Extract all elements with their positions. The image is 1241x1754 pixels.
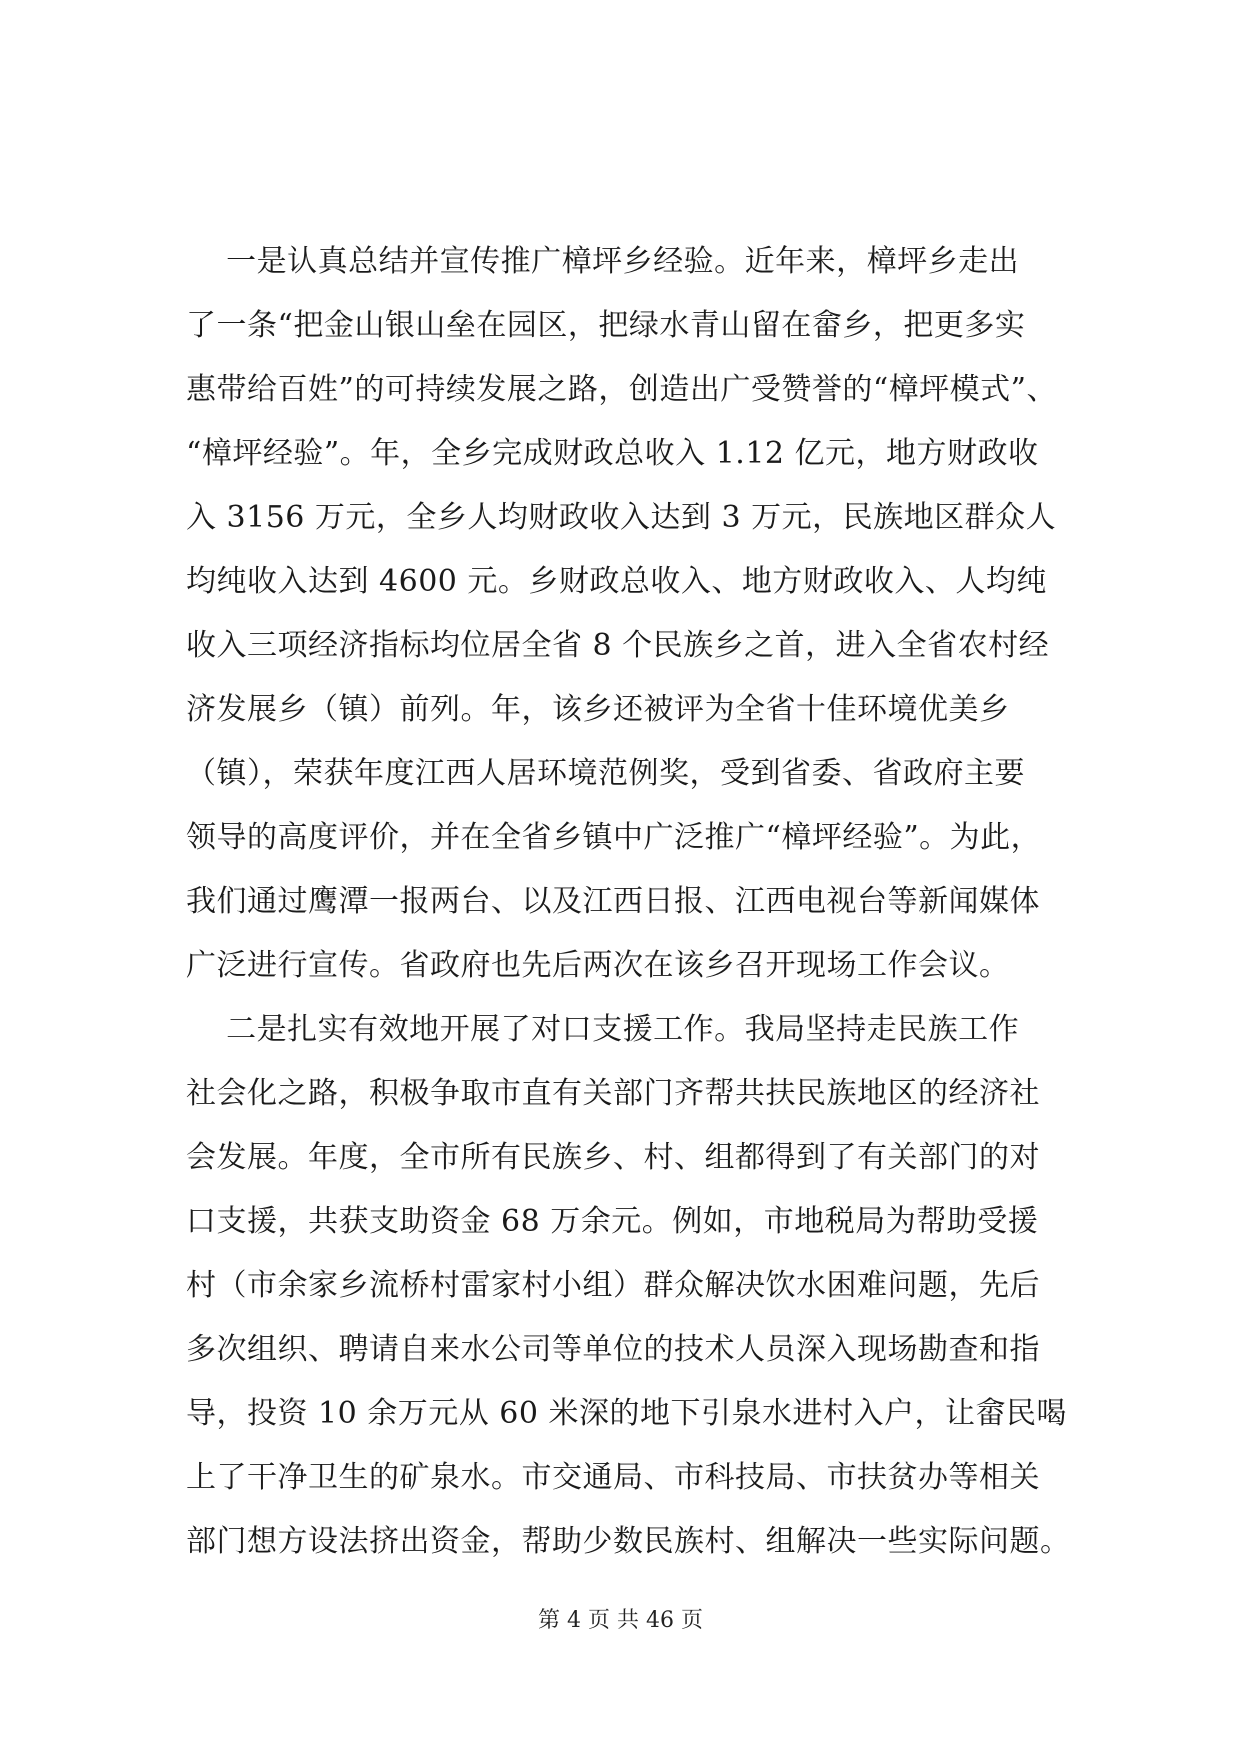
text-line: 入 3156 万元，全乡人均财政收入达到 3 万元，民族地区群众人 <box>186 500 1057 535</box>
text-line: 口支援，共获支助资金 68 万余元。例如，市地税局为帮助受援 <box>186 1204 1039 1239</box>
text-line: 广泛进行宣传。省政府也先后两次在该乡召开现场工作会议。 <box>186 948 1010 983</box>
page-number-footer: 第 4 页 共 46 页 <box>538 1608 703 1633</box>
text-line: 了一条“把金山银山垒在园区，把绿水青山留在畲乡，把更多实 <box>186 308 1026 343</box>
text-line: 多次组织、聘请自来水公司等单位的技术人员深入现场勘查和指 <box>186 1332 1040 1367</box>
text-line: 一是认真总结并宣传推广樟坪乡经验。近年来，樟坪乡走出 <box>186 244 1020 279</box>
text-line: 二是扎实有效地开展了对口支援工作。我局坚持走民族工作 <box>186 1012 1020 1047</box>
text-line: 村（市余家乡流桥村雷家村小组）群众解决饮水困难问题，先后 <box>186 1268 1040 1303</box>
text-line: “樟坪经验”。年，全乡完成财政总收入 1.12 亿元，地方财政收 <box>186 436 1039 471</box>
body-text <box>186 230 1086 1574</box>
text-line: 社会化之路，积极争取市直有关部门齐帮共扶民族地区的经济社 <box>186 1076 1040 1111</box>
text-line: 均纯收入达到 4600 元。乡财政总收入、地方财政收入、人均纯 <box>186 564 1047 599</box>
text-line: （镇），荣获年度江西人居环境范例奖，受到省委、省政府主要 <box>186 756 1025 791</box>
text-line: 济发展乡（镇）前列。年，该乡还被评为全省十佳环境优美乡 <box>186 692 1010 727</box>
text-line: 惠带给百姓”的可持续发展之路，创造出广受赞誉的“樟坪模式”、 <box>186 372 1058 407</box>
text-line: 上了干净卫生的矿泉水。市交通局、市科技局、市扶贫办等相关 <box>186 1460 1040 1495</box>
text-line: 会发展。年度，全市所有民族乡、村、组都得到了有关部门的对 <box>186 1140 1040 1175</box>
text-line: 领导的高度评价，并在全省乡镇中广泛推广“樟坪经验”。为此， <box>186 820 1042 855</box>
text-line: 导，投资 10 余万元从 60 米深的地下引泉水进村入户，让畲民喝 <box>186 1396 1067 1431</box>
text-line: 我们通过鹰潭一报两台、以及江西日报、江西电视台等新闻媒体 <box>186 884 1040 919</box>
text-line: 收入三项经济指标均位居全省 8 个民族乡之首，进入全省农村经 <box>186 628 1050 663</box>
text-line: 部门想方设法挤出资金，帮助少数民族村、组解决一些实际问题。 <box>186 1524 1071 1559</box>
